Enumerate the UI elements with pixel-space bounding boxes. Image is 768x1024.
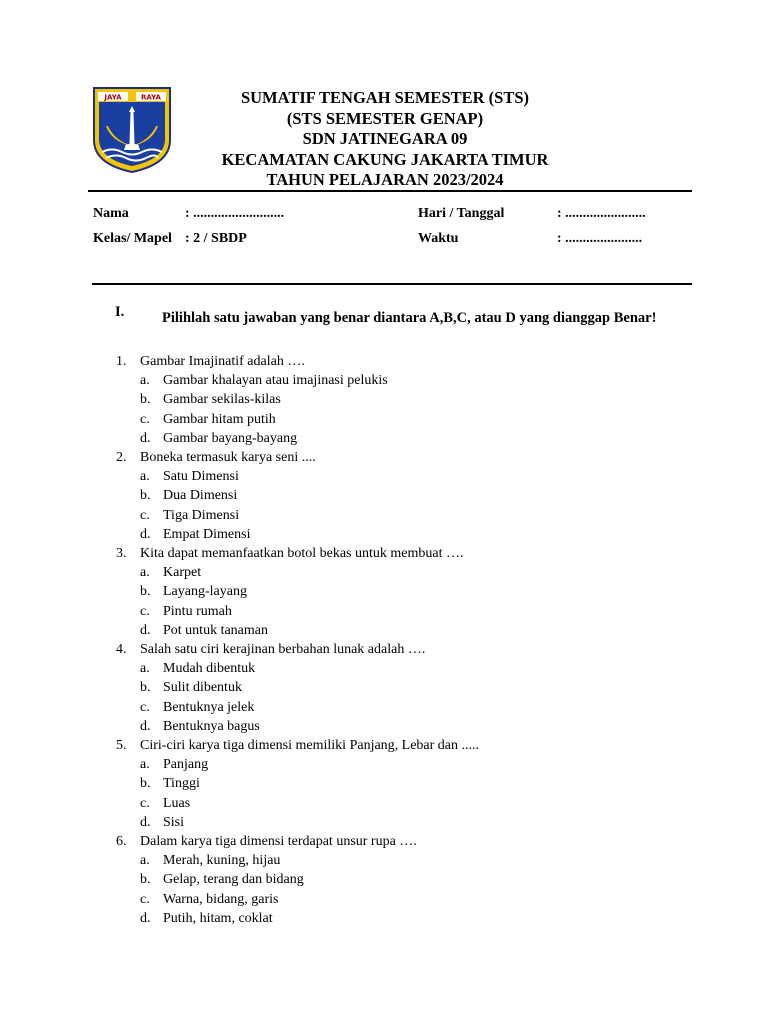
header-divider <box>88 190 692 192</box>
title-line: SDN JATINEGARA 09 <box>302 129 468 148</box>
option-text: Pintu rumah <box>163 603 232 619</box>
option-letter: a. <box>140 757 150 773</box>
option-letter: a. <box>140 373 150 389</box>
option-letter: c. <box>140 411 150 427</box>
title-line: TAHUN PELAJARAN 2023/2024 <box>266 170 504 189</box>
option-text: Karpet <box>163 565 202 581</box>
option-letter: d. <box>140 718 151 734</box>
option-text: Gambar sekilas-kilas <box>163 392 281 408</box>
question-text: Kita dapat memanfaatkan botol bekas untuk membuat …. <box>140 546 464 561</box>
hari-tanggal-blank: : ....................... <box>557 206 646 221</box>
option-text: Empat Dimensi <box>163 526 251 542</box>
option-letter: c. <box>140 795 150 811</box>
option-text: Gambar bayang-bayang <box>163 430 298 446</box>
svg-text:JAYA: JAYA <box>104 93 122 102</box>
exam-title <box>170 88 600 191</box>
jakarta-emblem-logo <box>92 86 172 174</box>
question-number: 2. <box>116 450 127 465</box>
waktu-label: Waktu <box>418 231 459 246</box>
question-text: Boneka termasuk karya seni .... <box>140 450 316 465</box>
option-text: Sisi <box>163 814 185 830</box>
option-text: Panjang <box>163 757 209 773</box>
nama-blank: : .......................... <box>185 206 285 221</box>
kelas-mapel-label: Kelas/ Mapel <box>93 231 172 246</box>
question-text: Salah satu ciri kerajinan berbahan lunak adalah …. <box>140 642 426 657</box>
question-text: Dalam karya tiga dimensi terdapat unsur rupa …. <box>140 834 417 849</box>
option-letter: a. <box>140 565 150 581</box>
option-text: Merah, kuning, hijau <box>163 853 281 869</box>
question-number: 5. <box>116 738 127 753</box>
option-letter: a. <box>140 661 150 677</box>
title-line: (STS SEMESTER GENAP) <box>286 108 484 128</box>
title-line: SUMATIF TENGAH SEMESTER (STS) <box>240 88 530 107</box>
option-letter: b. <box>140 872 151 888</box>
option-letter: d. <box>140 430 151 446</box>
option-text: Tinggi <box>163 776 200 792</box>
option-text: Gelap, terang dan bidang <box>163 872 304 888</box>
option-text: Gambar khalayan atau imajinasi pelukis <box>163 373 388 389</box>
question-text: Ciri-ciri karya tiga dimensi memiliki Panjang, Lebar dan ..... <box>140 738 480 753</box>
option-text: Satu Dimensi <box>163 469 239 485</box>
option-text: Layang-layang <box>163 584 247 600</box>
instruction-text: Pilihlah satu jawaban yang benar diantara A,B,C, atau D yang dianggap Benar! <box>162 310 657 326</box>
option-text: Pot untuk tanaman <box>163 622 268 638</box>
option-text: Dua Dimensi <box>163 488 238 504</box>
section-number: I. <box>115 304 125 320</box>
question-number: 6. <box>116 834 127 849</box>
nama-label: Nama <box>93 206 129 221</box>
question-text: Gambar Imajinatif adalah …. <box>140 354 305 369</box>
question-number: 1. <box>116 354 127 369</box>
option-text: Sulit dibentuk <box>163 680 242 696</box>
option-letter: c. <box>140 699 150 715</box>
option-letter: d. <box>140 814 151 830</box>
option-letter: b. <box>140 584 151 600</box>
option-letter: c. <box>140 891 150 907</box>
option-letter: b. <box>140 776 151 792</box>
kelas-mapel-value: : 2 / SBDP <box>185 231 247 246</box>
option-letter: a. <box>140 469 150 485</box>
info-divider <box>92 283 692 285</box>
option-text: Mudah dibentuk <box>163 661 256 677</box>
option-letter: a. <box>140 853 150 869</box>
option-letter: b. <box>140 392 151 408</box>
option-text: Gambar hitam putih <box>163 411 276 427</box>
option-letter: c. <box>140 507 150 523</box>
option-text: Bentuknya jelek <box>163 699 255 715</box>
option-text: Luas <box>163 795 191 811</box>
option-letter: c. <box>140 603 150 619</box>
hari-tanggal-label: Hari / Tanggal <box>418 206 505 221</box>
waktu-blank: : ...................... <box>557 231 643 246</box>
question-number: 4. <box>116 642 127 657</box>
svg-text:RAYA: RAYA <box>141 93 161 102</box>
option-letter: d. <box>140 910 151 926</box>
question-number: 3. <box>116 546 127 561</box>
option-letter: d. <box>140 622 151 638</box>
option-text: Putih, hitam, coklat <box>163 910 273 926</box>
option-letter: b. <box>140 488 151 504</box>
option-text: Tiga Dimensi <box>163 507 240 523</box>
option-text: Warna, bidang, garis <box>163 891 279 907</box>
option-text: Bentuknya bagus <box>163 718 260 734</box>
title-line: KECAMATAN CAKUNG JAKARTA TIMUR <box>221 149 549 169</box>
option-letter: b. <box>140 680 151 696</box>
option-letter: d. <box>140 526 151 542</box>
